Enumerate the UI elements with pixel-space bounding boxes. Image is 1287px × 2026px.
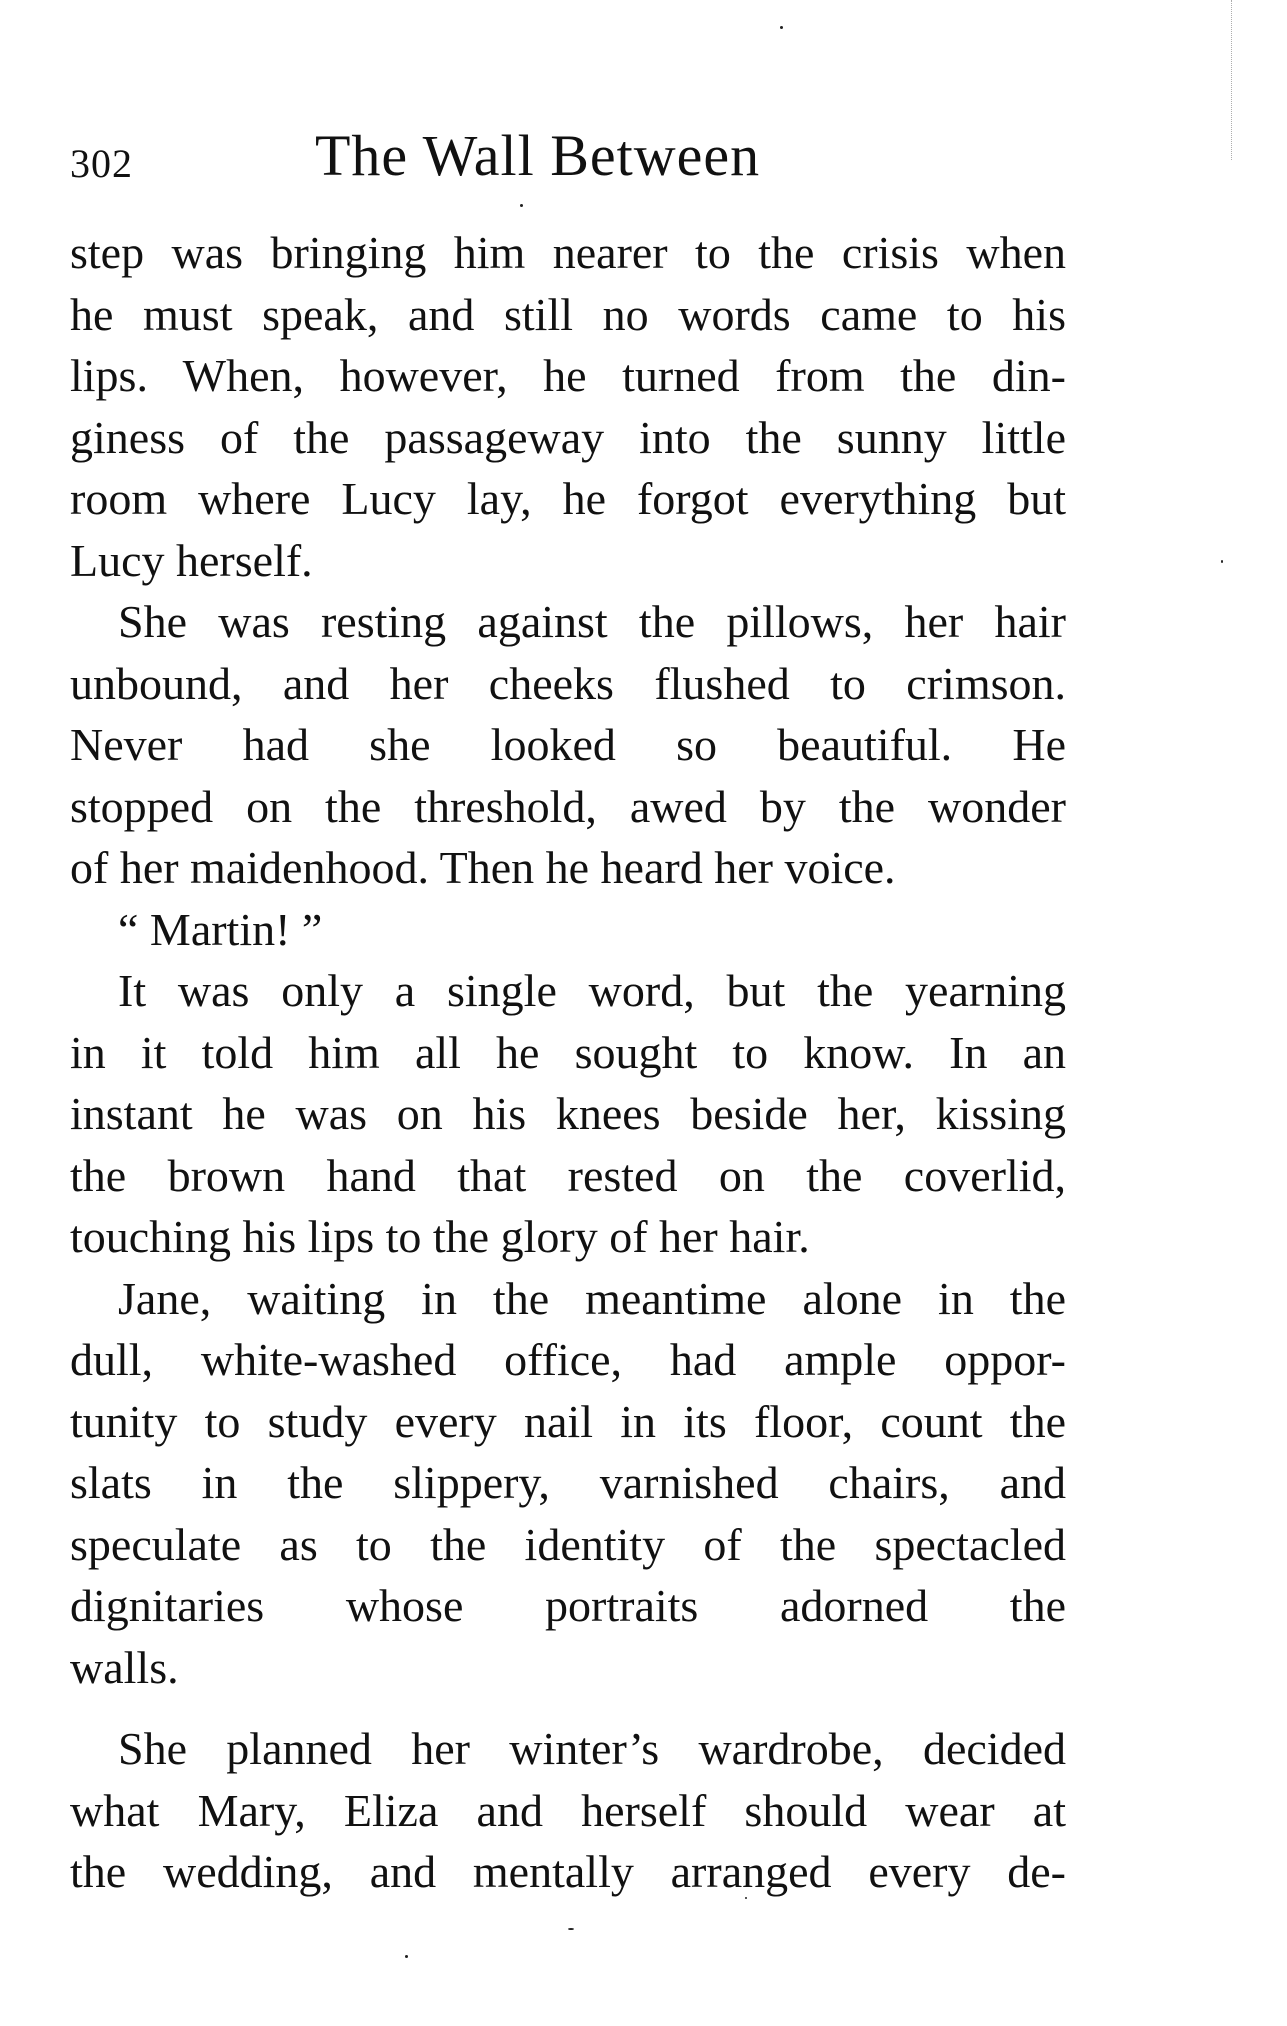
running-title: The Wall Between bbox=[315, 123, 761, 188]
text-line: step was bringing him nearer to the crisis when bbox=[70, 227, 1066, 278]
text-line: the wedding, and mentally arranged every de- bbox=[70, 1846, 1066, 1897]
paragraph-gap bbox=[70, 1698, 1066, 1718]
text-line: speculate as to the identity of the spectacled bbox=[70, 1518, 1066, 1570]
text-line: She planned her winter’s wardrobe, decided bbox=[118, 1723, 1066, 1774]
text-line: Lucy herself. bbox=[70, 534, 313, 586]
scan-edge-marks bbox=[1231, 0, 1262, 160]
text-line: tunity to study every nail in its floor, count the bbox=[70, 1395, 1066, 1447]
text-line: She was resting against the pillows, her hair bbox=[118, 596, 1066, 647]
text-line: giness of the passageway into the sunny little bbox=[70, 411, 1066, 463]
text-line: It was only a single word, but the yearning bbox=[118, 965, 1066, 1016]
text-line: the brown hand that rested on the coverlid, bbox=[70, 1149, 1066, 1201]
dialogue-line: “ Martin! ” bbox=[118, 903, 323, 955]
text-line: walls. bbox=[70, 1641, 179, 1693]
text-line: instant he was on his knees beside her, kissing bbox=[70, 1088, 1066, 1139]
text-line: Jane, waiting in the meantime alone in the bbox=[118, 1272, 1066, 1324]
text-line: dignitaries whose portraits adorned the bbox=[70, 1580, 1066, 1631]
text-line: dull, white-washed office, had ample oppor- bbox=[70, 1334, 1066, 1385]
text-line: touching his lips to the glory of her hair. bbox=[70, 1211, 810, 1262]
text-line: room where Lucy lay, he forgot everything but bbox=[70, 473, 1066, 524]
page-number: 302 bbox=[70, 141, 133, 186]
running-head bbox=[70, 118, 1070, 188]
text-line: slats in the slippery, varnished chairs, and bbox=[70, 1457, 1066, 1508]
text-line: what Mary, Eliza and herself should wear at bbox=[70, 1784, 1066, 1836]
body-text bbox=[70, 222, 1066, 1903]
text-line: in it told him all he sought to know. In an bbox=[70, 1026, 1066, 1078]
text-line: stopped on the threshold, awed by the wonder bbox=[70, 780, 1066, 832]
text-line: he must speak, and still no words came to his bbox=[70, 288, 1066, 340]
text-line: Never had she looked so beautiful. He bbox=[70, 719, 1066, 770]
text-line: of her maidenhood. Then he heard her voice. bbox=[70, 842, 896, 893]
text-line: unbound, and her cheeks flushed to crimson. bbox=[70, 657, 1066, 709]
text-line: lips. When, however, he turned from the din- bbox=[70, 350, 1066, 401]
